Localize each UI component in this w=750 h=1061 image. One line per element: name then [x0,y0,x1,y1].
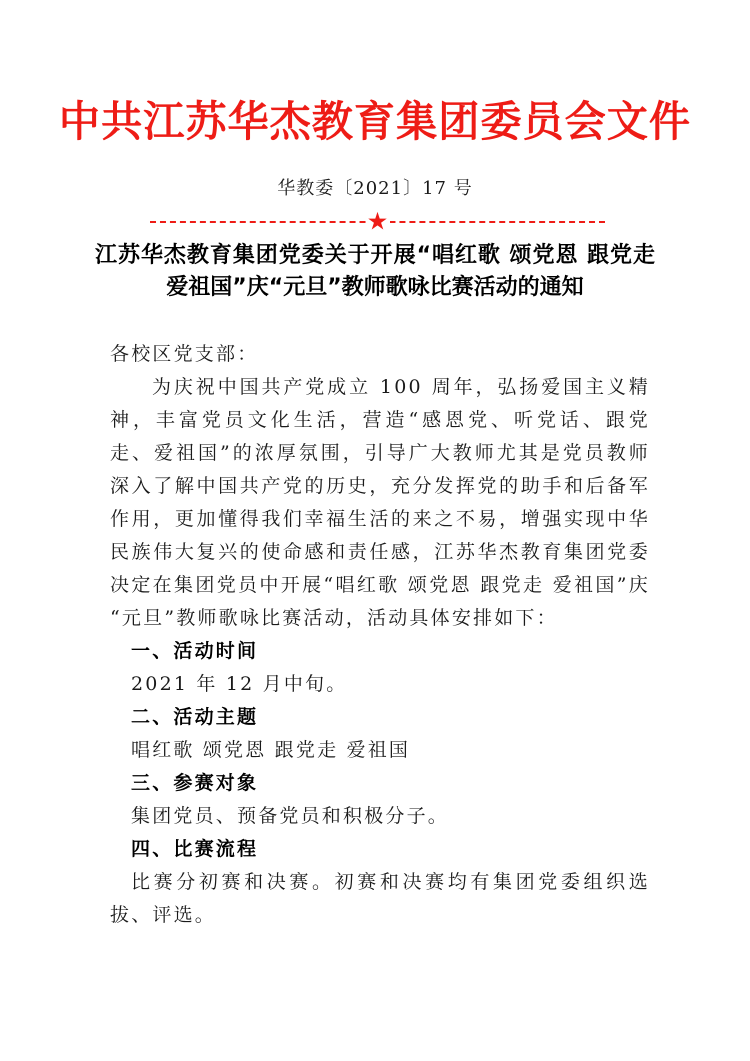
section-3 [110,767,650,833]
section-2-heading: 二、活动主题 [131,706,259,728]
section-2-body: 唱红歌 颂党恩 跟党走 爱祖国 [131,739,411,761]
section-2 [110,701,650,767]
masthead-title: 中共江苏华杰教育集团委员会文件 [58,97,692,146]
intro-paragraph: 为庆祝中国共产党成立 100 周年，弘扬爱国主义精神，丰富党员文化生活，营造“感恩党、听党话、跟党走、爱祖国”的浓厚氛围，引导广大教师尤其是党员教师深入了解中国共产党的历史，充分发挥党的助手和后备军作用，更加懂得我们幸福生活的来之不易，增强实现中华民族伟大复兴的使命感和责任感，江苏华杰教育集团党委决定在集团党员中开展“唱红歌 颂党恩 跟党走 爱祖国”庆“元旦”教师歌咏比赛活动，活动具体安排如下： [110,376,650,629]
section-1 [110,635,650,701]
masthead [0,96,750,148]
section-1-body: 2021 年 12 月中旬。 [131,673,348,695]
red-separator [150,212,605,232]
section-4 [110,833,650,932]
document-heading: 江苏华杰教育集团党委关于开展“唱红歌 颂党恩 跟党走 爱祖国”庆“元旦”教师歌咏比赛活动的通知 [95,243,655,300]
salutation: 各校区党支部： [110,343,259,365]
section-3-heading: 三、参赛对象 [131,772,259,794]
doc-number-row [0,176,750,202]
section-4-body: 比赛分初赛和决赛。初赛和决赛均有集团党委组织选拔、评选。 [110,871,650,926]
red-star-icon: ★ [367,211,388,233]
section-4-heading: 四、比赛流程 [131,838,259,860]
section-1-heading: 一、活动时间 [131,640,259,662]
document-number: 华教委〔2021〕17 号 [277,178,473,199]
document-body [110,338,650,932]
section-3-body: 集团党员、预备党员和积极分子。 [131,805,450,827]
